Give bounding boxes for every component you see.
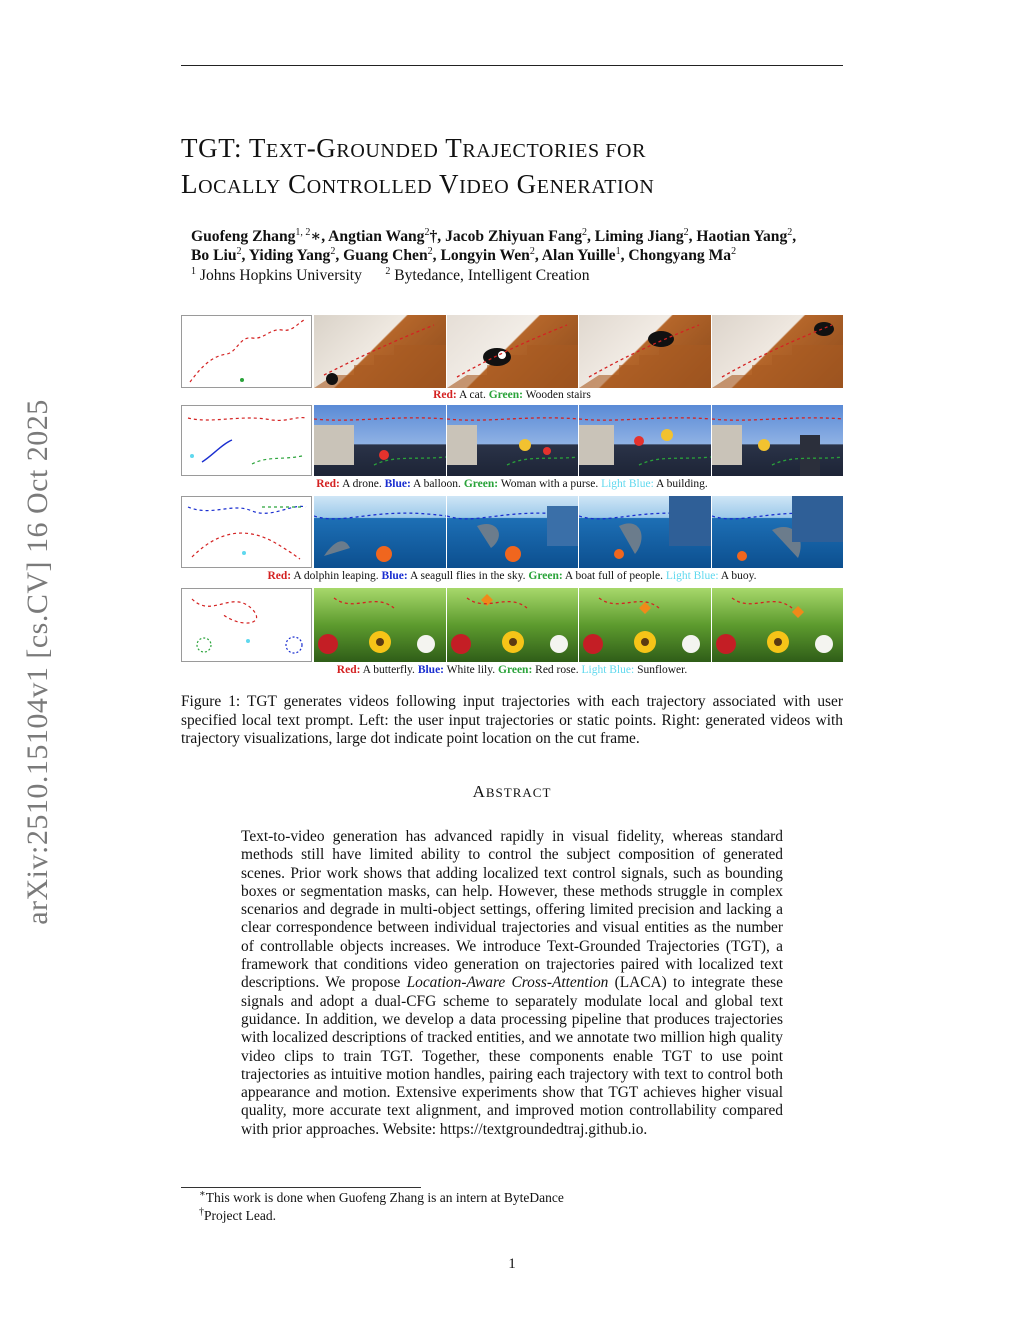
author: Guang Chen [343, 247, 428, 264]
video-frame [447, 588, 579, 662]
author-line-1: Guofeng Zhang$^{1, 2}$∗, Angtian Wang$^2$†, Jacob Zhiyuan Fang$^2$, Liming Jiang$^2$, Haotian Yang$^2$, [191, 226, 797, 245]
trajectory-panel [181, 588, 312, 662]
video-frame [579, 315, 711, 388]
author: Liming Jiang [594, 228, 684, 245]
video-frame [712, 405, 844, 476]
author: Bo Liu [191, 247, 237, 264]
video-frames [314, 588, 843, 662]
video-frame [712, 588, 844, 662]
title-line-2: LOCALLY CONTROLLED VIDEO GENERATION [181, 169, 655, 199]
trajectory-panel [181, 315, 312, 388]
footnote: ∗This work is done when Guofeng Zhang is an intern at ByteDance [199, 1188, 564, 1205]
paper-title [181, 132, 841, 204]
figure-row-drone [181, 405, 843, 495]
figure-row-caption: Red: A butterfly. Blue: White lily. Green: Red rose. Light Blue: Sunflower. [336, 664, 688, 676]
footnote: †Project Lead. [199, 1206, 276, 1223]
figure-row-dolphin [181, 496, 843, 588]
abstract-heading: ABSTRACT [472, 782, 552, 801]
video-frame [447, 405, 579, 476]
video-frame [579, 588, 711, 662]
video-frame [712, 496, 844, 568]
video-frame [314, 588, 446, 662]
figure-row-butterfly [181, 588, 843, 680]
author: Alan Yuille [541, 247, 616, 264]
video-frame [314, 405, 446, 476]
trajectory-panel [181, 405, 312, 476]
title-line-1: TGT: TEXT-GROUNDED TRAJECTORIES FOR [181, 133, 647, 163]
footnote-rule [181, 1187, 421, 1188]
video-frame [314, 315, 446, 388]
video-frames [314, 315, 843, 388]
author: Haotian Yang [696, 228, 788, 245]
author: Guofeng Zhang [191, 228, 296, 245]
page-number: 1 [508, 1256, 516, 1272]
arxiv-stamp-text: arXiv:2510.15104v1 [cs.CV] 16 Oct 2025 [21, 399, 54, 925]
affiliation: Bytedance, Intelligent Creation [394, 267, 590, 284]
video-frames [314, 496, 843, 568]
video-frame [579, 405, 711, 476]
author: Jacob Zhiyuan Fang [445, 228, 582, 245]
video-frame [314, 496, 446, 568]
abstract-body: Text-to-video generation has advanced rapidly in visual fidelity, whereas standard methods still have limited ability to control the subject composition of generated scenes. Prior work shows that adding localized text control signals, such as bounding boxes or segmentation masks, can help. However, these methods struggle in complex scenarios and degrade in multi-object settings, offering limited precision and lacking a clear correspondence between individual trajectories and visual entities as the number of controllable objects increases. We introduce Text-Grounded Trajectories (TGT), a framework that conditions video generation on trajectories paired with localized text descriptions. We propose Location-Aware Cross-Attention (LACA) to integrate these signals and adopt a dual-CFG scheme to separately modulate local and global text guidance. In addition, we develop a data processing pipeline that produces trajectories with localized descriptions of tracked entities, and we annotate two million high quality video clips to train TGT. Together, these components enable TGT to use point trajectories as intuitive motion handles, pairing each trajectory with text to control both appearance and motion. Extensive experiments show that TGT achieves higher visual quality, more accurate text alignment, and improved motion controllability compared with prior approaches. Website: https://textgroundedtraj.github.io. [241, 828, 783, 1138]
figure-caption: Figure 1: TGT generates videos following input trajectories with each trajectory associated with user specified local text prompt. Left: the user input trajectories or static points. Right: generated videos with trajectory visualizations, large dot indicate point location on the cut frame. [181, 693, 843, 747]
trajectory-panel [181, 496, 312, 568]
video-frame [712, 315, 844, 388]
video-frames [314, 405, 843, 476]
author: Yiding Yang [248, 247, 331, 264]
figure-row-caption: Red: A dolphin leaping. Blue: A seagull flies in the sky. Green: A boat full of people. Light Blue: A buoy. [267, 570, 757, 582]
figure-row-caption: Red: A cat. Green: Wooden stairs [433, 389, 591, 401]
author-line-2: Bo Liu$^2$, Yiding Yang$^2$, Guang Chen$^2$, Longyin Wen$^2$, Alan Yuille$^1$, Chongyang Ma$^2$ [191, 245, 737, 264]
arxiv-stamp [8, 372, 68, 952]
video-frame [579, 496, 711, 568]
affiliation: Johns Hopkins University [199, 267, 362, 284]
header-rule [181, 65, 843, 66]
figure-row-caption: Red: A drone. Blue: A balloon. Green: Woman with a purse. Light Blue: A building. [316, 478, 708, 490]
author: Longyin Wen [440, 247, 530, 264]
figure-row-cat [181, 315, 843, 405]
author-list [191, 227, 843, 265]
video-frame [447, 496, 579, 568]
author: Chongyang Ma [628, 247, 732, 264]
affiliations: $^1$ Johns Hopkins University $^2$ Bytedance, Intelligent Creation [191, 265, 590, 284]
video-frame [447, 315, 579, 388]
author: Angtian Wang [328, 228, 425, 245]
